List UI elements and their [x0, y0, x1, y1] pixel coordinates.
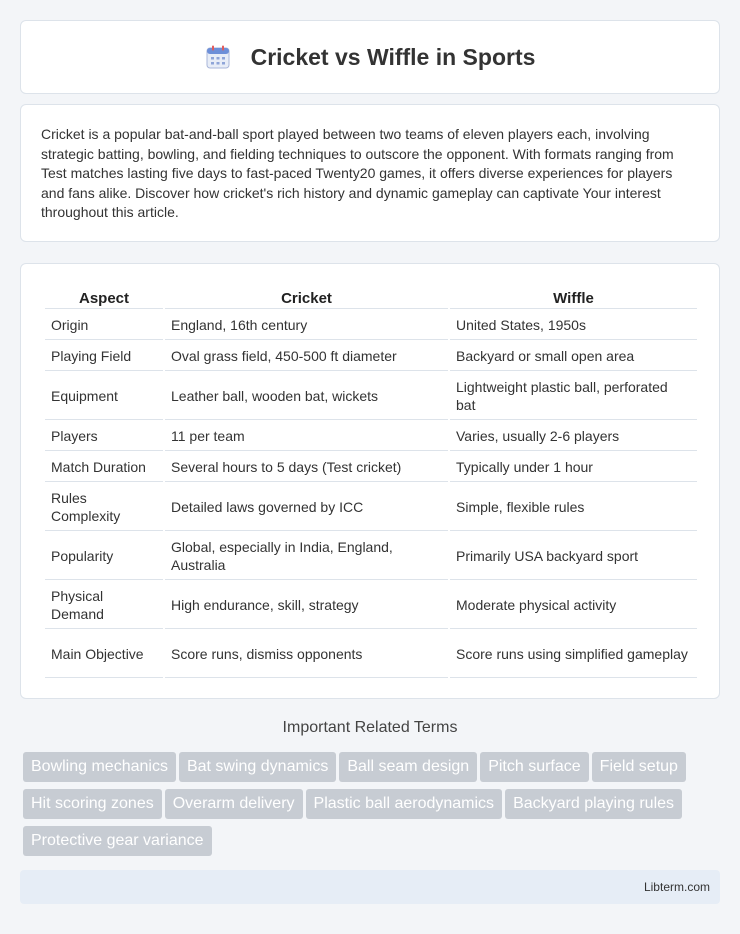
comparison-table	[43, 286, 699, 680]
cell-cricket: Global, especially in India, England, Australia	[165, 533, 448, 580]
related-term-tag[interactable]: Bat swing dynamics	[179, 752, 336, 782]
cell-cricket: Leather ball, wooden bat, wickets	[165, 373, 448, 420]
cell-wiffle: Primarily USA backyard sport	[450, 533, 697, 580]
related-terms-list	[23, 752, 723, 863]
intro-card	[20, 104, 720, 242]
related-term-tag[interactable]: Ball seam design	[339, 752, 477, 782]
header-card	[20, 20, 720, 94]
related-term-tag[interactable]: Field setup	[592, 752, 686, 782]
table-row	[45, 453, 697, 482]
related-term-tag[interactable]: Overarm delivery	[165, 789, 303, 819]
cell-wiffle: Simple, flexible rules	[450, 484, 697, 531]
cell-wiffle: Varies, usually 2-6 players	[450, 422, 697, 451]
cell-wiffle: Typically under 1 hour	[450, 453, 697, 482]
cell-cricket: Detailed laws governed by ICC	[165, 484, 448, 531]
table-row	[45, 311, 697, 340]
cell-aspect: Physical Demand	[45, 582, 163, 629]
header-cricket: Cricket	[165, 288, 448, 309]
related-term-tag[interactable]: Protective gear variance	[23, 826, 212, 856]
related-term-tag[interactable]: Bowling mechanics	[23, 752, 176, 782]
calendar-icon	[205, 44, 231, 70]
cell-wiffle: Moderate physical activity	[450, 582, 697, 629]
table-row	[45, 484, 697, 531]
related-terms-title: Important Related Terms	[282, 719, 458, 736]
cell-aspect: Main Objective	[45, 631, 163, 678]
cell-aspect: Popularity	[45, 533, 163, 580]
related-term-tag[interactable]: Hit scoring zones	[23, 789, 162, 819]
table-row	[45, 342, 697, 371]
related-term-tag[interactable]: Plastic ball aerodynamics	[306, 789, 503, 819]
cell-wiffle: Lightweight plastic ball, perforated bat	[450, 373, 697, 420]
related-term-tag[interactable]: Pitch surface	[480, 752, 588, 782]
header-aspect: Aspect	[45, 288, 163, 309]
table-header-row	[45, 288, 697, 309]
cell-cricket: High endurance, skill, strategy	[165, 582, 448, 629]
footer	[20, 870, 720, 904]
cell-wiffle: Backyard or small open area	[450, 342, 697, 371]
intro-text: Cricket is a popular bat-and-ball sport played between two teams of eleven players each, involving strategic batting, bowling, and fielding techniques to outscore the opponent. With formats ranging from Test matches lasting five days to fast-paced Twenty20 games, it offers diverse experiences for players and fans alike. Discover how cricket's rich history and dynamic gameplay can captivate Your interest throughout this article.	[41, 126, 674, 220]
table-row	[45, 631, 697, 678]
page-title: Cricket vs Wiffle in Sports	[250, 43, 536, 70]
cell-cricket: Oval grass field, 450-500 ft diameter	[165, 342, 448, 371]
table-row	[45, 582, 697, 629]
cell-aspect: Playing Field	[45, 342, 163, 371]
table-row	[45, 422, 697, 451]
comparison-table-card	[20, 263, 720, 699]
cell-aspect: Match Duration	[45, 453, 163, 482]
cell-cricket: Score runs, dismiss opponents	[165, 631, 448, 678]
table-row	[45, 533, 697, 580]
cell-cricket: England, 16th century	[165, 311, 448, 340]
cell-wiffle: United States, 1950s	[450, 311, 697, 340]
cell-aspect: Rules Complexity	[45, 484, 163, 531]
table-row	[45, 373, 697, 420]
cell-wiffle: Score runs using simplified gameplay	[450, 631, 697, 678]
footer-brand-link[interactable]: Libterm.com	[643, 880, 710, 894]
cell-aspect: Origin	[45, 311, 163, 340]
cell-cricket: 11 per team	[165, 422, 448, 451]
header-wiffle: Wiffle	[450, 288, 697, 309]
cell-aspect: Players	[45, 422, 163, 451]
cell-cricket: Several hours to 5 days (Test cricket)	[165, 453, 448, 482]
related-term-tag[interactable]: Backyard playing rules	[505, 789, 682, 819]
cell-aspect: Equipment	[45, 373, 163, 420]
